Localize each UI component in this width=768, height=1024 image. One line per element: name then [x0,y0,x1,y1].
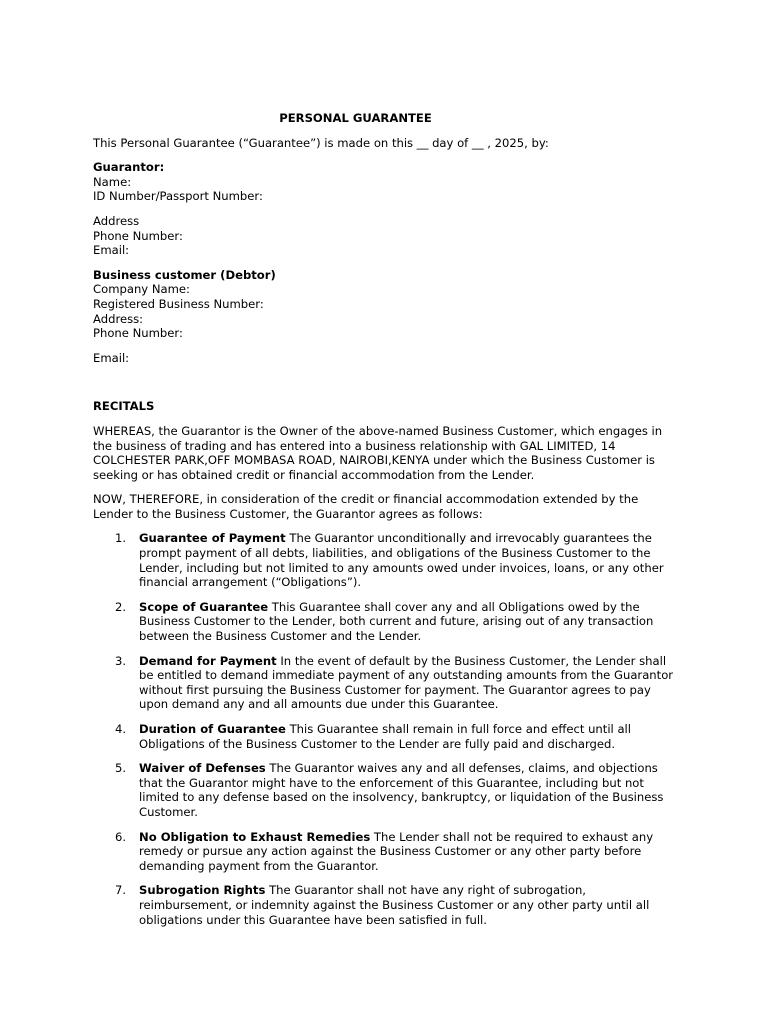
document-content [93,111,678,937]
item-text: This Guarantee shall remain in full force and effect until all [285,722,632,736]
item-text: between the Business Customer and the Lender. [139,629,422,644]
business-block [93,268,678,366]
now-therefore-paragraph [93,492,678,521]
item-term: Scope of Guarantee [139,599,269,614]
item-text: demanding payment from the Guarantor. [139,858,379,873]
item-text: Business Customer to the Lender, both current and future, arising out of any transaction [139,614,654,629]
list-item [93,531,678,589]
terms-list [93,531,678,927]
item-number: 4. [115,722,127,736]
guarantor-name-field: Name: [93,174,132,189]
item-text: that the Guarantor might have to the enforcement of this Guarantee, including but not [139,775,644,790]
guarantor-heading: Guarantor: [93,160,165,175]
item-number: 5. [115,761,127,776]
item-text: Obligations of the Business Customer to the Lender are fully paid and discharged. [139,736,616,751]
now-line: Lender to the Business Customer, the Guarantor agrees as follows: [93,506,483,521]
item-number: 1. [115,531,127,546]
now-line: NOW, THEREFORE, in consideration of the credit or financial accommodation extended by the [93,492,639,507]
item-text: In the event of default by the Business Customer, the Lender shall [276,653,667,668]
recitals-heading: RECITALS [93,399,155,414]
item-term: Duration of Guarantee [139,722,286,736]
item-text: The Lender shall not be required to exhaust any [370,829,654,844]
item-number: 6. [115,829,127,844]
item-text: prompt payment of all debts, liabilities, and obligations of the Business Customer to the [139,546,651,561]
item-text: The Guarantor waives any and all defenses, claims, and objections [265,761,658,776]
item-text: reimbursement, or indemnity against the Business Customer or any other party until all [139,897,650,912]
guarantor-block [93,160,678,204]
business-heading: Business customer (Debtor) [93,267,276,282]
item-number: 3. [115,653,127,668]
item-number: 2. [115,599,127,614]
business-address-field: Address: [93,311,144,326]
item-text: be entitled to demand immediate payment of any outstanding amounts from the Guarantor [139,668,674,683]
item-term: No Obligation to Exhaust Remedies [139,829,371,844]
item-text: remedy or pursue any action against the Business Customer or any other party before [139,844,642,859]
document-title: PERSONAL GUARANTEE [279,111,432,125]
business-email-field: Email: [93,350,130,365]
item-text: Customer. [139,804,198,819]
item-term: Waiver of Defenses [139,761,266,776]
list-item [93,722,678,751]
intro-line: This Personal Guarantee (“Guarantee”) is made on this __ day of __ , 2025, by: [93,135,549,150]
item-text: Lender, including but not limited to any amounts owed under invoices, loans, or any other [139,560,664,575]
guarantor-email-field: Email: [93,243,130,258]
whereas-line: WHEREAS, the Guarantor is the Owner of the above-named Business Customer, which engages in [93,423,663,438]
guarantor-address-field: Address [93,213,140,228]
item-text: without first pursuing the Business Customer for payment. The Guarantor agrees to pay [139,682,651,697]
guarantor-id-field: ID Number/Passport Number: [93,189,263,204]
item-text: upon demand any and all amounts due under this Guarantee. [139,697,499,712]
item-text: obligations under this Guarantee have been satisfied in full. [139,912,487,927]
item-number: 7. [115,883,127,898]
guarantor-phone-field: Phone Number: [93,228,183,243]
whereas-paragraph [93,424,678,482]
item-term: Subrogation Rights [139,883,266,898]
whereas-line: seeking or has obtained credit or financial accommodation from the Lender. [93,467,535,482]
item-text: The Guarantor shall not have any right of subrogation, [265,883,586,898]
item-text: This Guarantee shall cover any and all Obligations owed by the [268,599,640,614]
item-text: financial arrangement (“Obligations”). [139,575,362,590]
whereas-line: COLCHESTER PARK,OFF MOMBASA ROAD, NAIROBI,KENYA under which the Business Customer is [93,453,655,468]
item-term: Demand for Payment [139,653,277,668]
item-term: Guarantee of Payment [139,531,286,546]
list-item [93,830,678,874]
business-phone-field: Phone Number: [93,326,183,341]
guarantor-contact-block [93,214,678,258]
list-item [93,883,678,927]
business-reg-field: Registered Business Number: [93,296,264,311]
whereas-line: the business of trading and has entered into a business relationship with GAL LIMITED, 14 [93,438,616,453]
list-item [93,761,678,819]
list-item [93,654,678,712]
list-item [93,600,678,644]
business-company-field: Company Name: [93,282,190,297]
item-text: The Guarantor unconditionally and irrevocably guarantees the [285,531,652,546]
item-text: limited to any defense based on the insolvency, bankruptcy, or liquidation of the Business [139,790,664,805]
